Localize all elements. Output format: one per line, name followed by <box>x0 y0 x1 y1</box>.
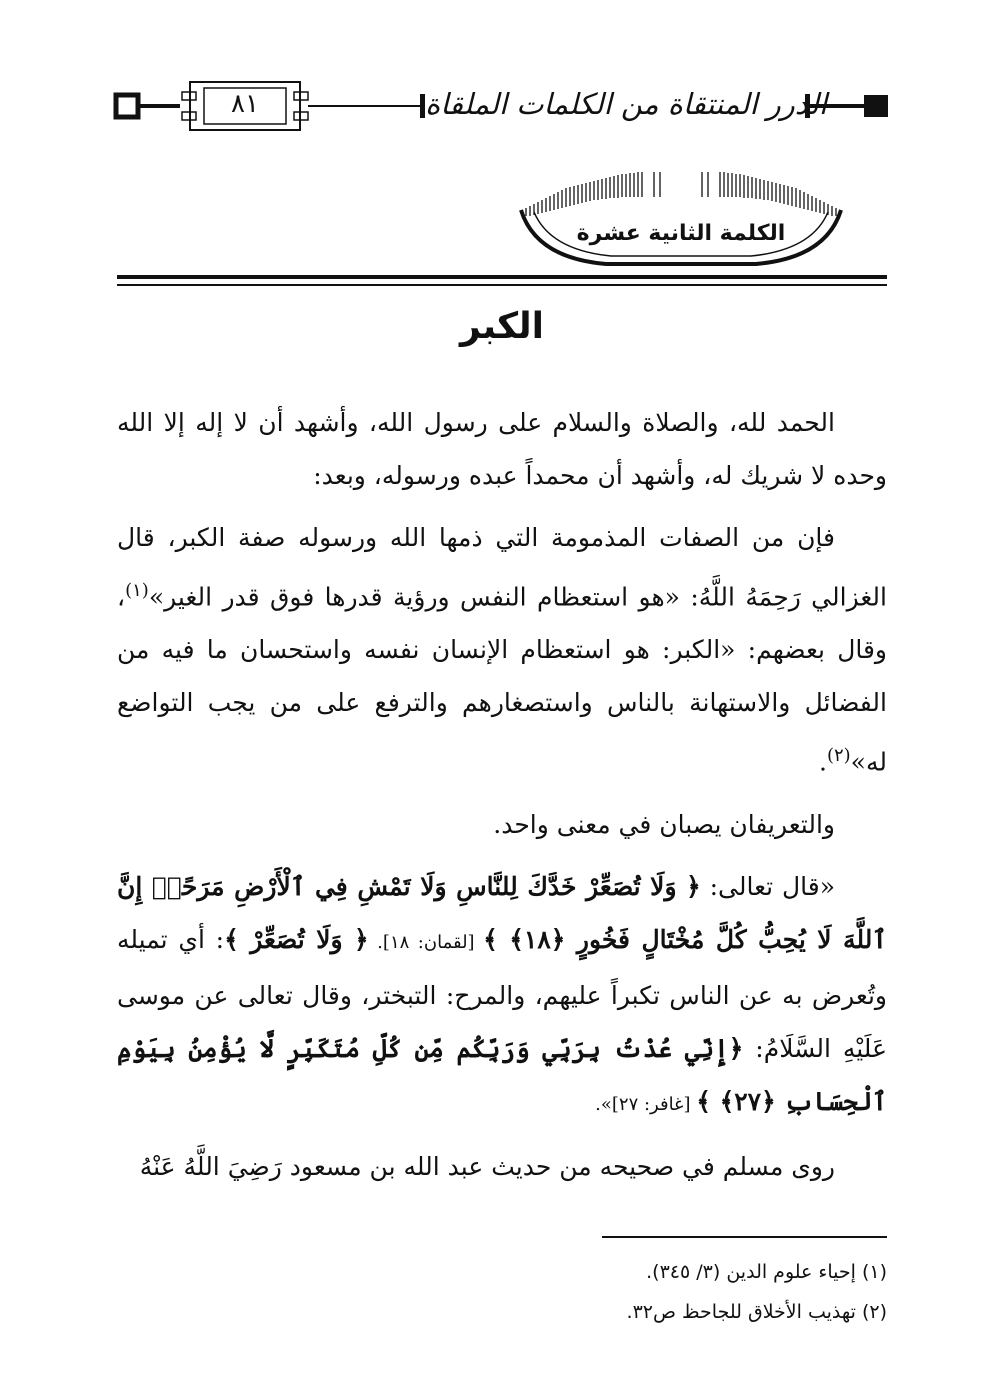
paragraph-definitions <box>117 511 887 789</box>
verse-ref-ghafir: [غافر: ٢٧]». <box>595 1093 697 1115</box>
footnotes <box>417 1252 887 1332</box>
title-divider-thick <box>117 275 887 279</box>
footnote-2: (٢) تهذيب الأخلاق للجاحظ ص٣٢. <box>626 1301 887 1323</box>
verse-excerpt: ﴿ وَلَا تُصَعِّرْ ﴾ <box>224 924 369 954</box>
quran-intro: «قال تعالى: <box>700 871 835 901</box>
footnote-ref-1: (١) <box>125 580 149 601</box>
verse-ref-luqman: [لقمان: ١٨]. <box>368 931 484 953</box>
running-book-title: الدرر المنتقاة من الكلمات الملقاة <box>425 87 827 121</box>
chapter-title: الكبر <box>460 306 544 347</box>
verse-ghafir: ﴿إِنِّي عُذْتُ بِرَبِّي وَرَبِّكُم مِّن كُلِّ مُتَكَبِّرٍ لَّا يُؤْمِنُ بِيَوْمِ ٱلْحِسَابِ ﴿٢٧﴾ ﴾ <box>117 1033 887 1116</box>
definition-text-1: فإن من الصفات المذمومة التي ذمها الله ورسوله صفة الكبر، قال الغزالي رَحِمَهُ اللَّهُ: «هو استعظام النفس ورؤية قدرها فوق قدر الغير» <box>117 523 887 612</box>
footnote-ref-2: (٢) <box>826 745 851 767</box>
paragraph-summary: والتعريفان يصبان في معنى واحد. <box>493 809 835 839</box>
paragraph-hadith-intro: روى مسلم في صحيحه من حديث عبد الله بن مسعود رَضِيَ اللَّهُ عَنْهُ <box>139 1151 835 1181</box>
paragraph-opening: الحمد لله، والصلاة والسلام على رسول الله، وأشهد أن لا إله إلا الله وحده لا شريك له، وأشهد أن محمداً عبده ورسوله، وبعد: <box>117 408 887 490</box>
definition-text-end: . <box>818 747 827 777</box>
body-text <box>117 396 887 1202</box>
footnote-1: (١) إحياء علوم الدين (٣/ ٣٤٥). <box>646 1261 887 1283</box>
paragraph-quran <box>117 860 887 1131</box>
definition-text-2: ، وقال بعضهم: «الكبر: هو استعظام الإنسان نفسه واستحسان ما فيه من الفضائل والاستهانة بالناس واستصغارهم والترفع على من يجب التواضع له» <box>117 582 887 777</box>
page-number: ٨١ <box>231 89 259 119</box>
verse-luqman: ﴿ وَلَا تُصَعِّرْ خَدَّكَ لِلنَّاسِ وَلَا تَمْشِ فِي ٱلْأَرْضِ مَرَحًاۖ إِنَّ ٱللَّهَ لَا يُحِبُّ كُلَّ مُخْتَالٍ فَخُورٍ ﴿١٨﴾ ﴾ <box>117 871 888 954</box>
chapter-banner <box>516 170 846 270</box>
verse-explanation: : أي تميله وتُعرض به عن الناس تكبراً عليهم، والمرح: التبختر، وقال تعالى عن موسى عَلَيْهِ السَّلَامُ: <box>117 924 888 1063</box>
running-header <box>112 76 892 136</box>
title-divider-thin <box>117 284 887 286</box>
footnote-divider <box>602 1236 887 1238</box>
chapter-number-label: الكلمة الثانية عشرة <box>576 221 786 246</box>
